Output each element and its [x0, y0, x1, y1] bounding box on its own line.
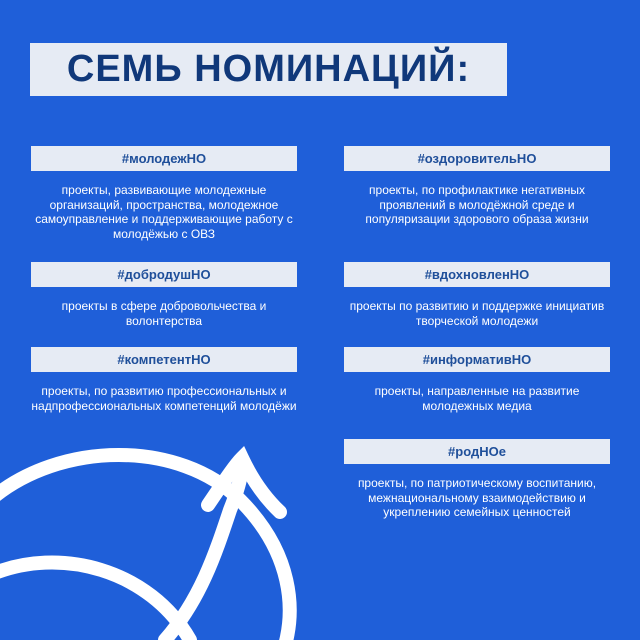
- nomination-card: [344, 262, 610, 328]
- nomination-card: [344, 146, 610, 227]
- nomination-description: проекты, по развитию профессиональных и надпрофессиональных компетенций молодёжи: [31, 384, 297, 413]
- nomination-tag: #родНОе: [344, 439, 610, 464]
- page-title: [30, 43, 507, 96]
- page-title-text: СЕМЬ НОМИНАЦИЙ:: [66, 48, 471, 90]
- nomination-card: [344, 347, 610, 413]
- nomination-card: [31, 146, 297, 241]
- nomination-card: [344, 439, 610, 520]
- nomination-tag: #компетентНО: [31, 347, 297, 372]
- nomination-description: проекты в сфере добровольчества и волонтерства: [61, 299, 267, 328]
- nomination-description: проекты, направленные на развитие молодежных медиа: [374, 384, 580, 413]
- nomination-description: проекты, развивающие молодежные организаций, пространства, молодежное самоуправление и поддерживающие работу с молодёжью с ОВЗ: [35, 183, 293, 241]
- nomination-tag: #молодежНО: [31, 146, 297, 171]
- nomination-card: [31, 347, 297, 413]
- nomination-tag: #вдохновленНО: [344, 262, 610, 287]
- nomination-description: проекты, по патриотическому воспитанию, межнациональному взаимодействию и укреплению семейных ценностей: [357, 476, 597, 519]
- nomination-description: проекты, по профилактике негативных проявлений в молодёжной среде и популяризации здорового образа жизни: [365, 183, 589, 226]
- nomination-card: [31, 262, 297, 328]
- nomination-tag: #оздоровительНО: [344, 146, 610, 171]
- nomination-tag: #информативНО: [344, 347, 610, 372]
- nomination-tag: #добродушНО: [31, 262, 297, 287]
- nomination-description: проекты по развитию и поддержке инициатив творческой молодежи: [349, 299, 605, 328]
